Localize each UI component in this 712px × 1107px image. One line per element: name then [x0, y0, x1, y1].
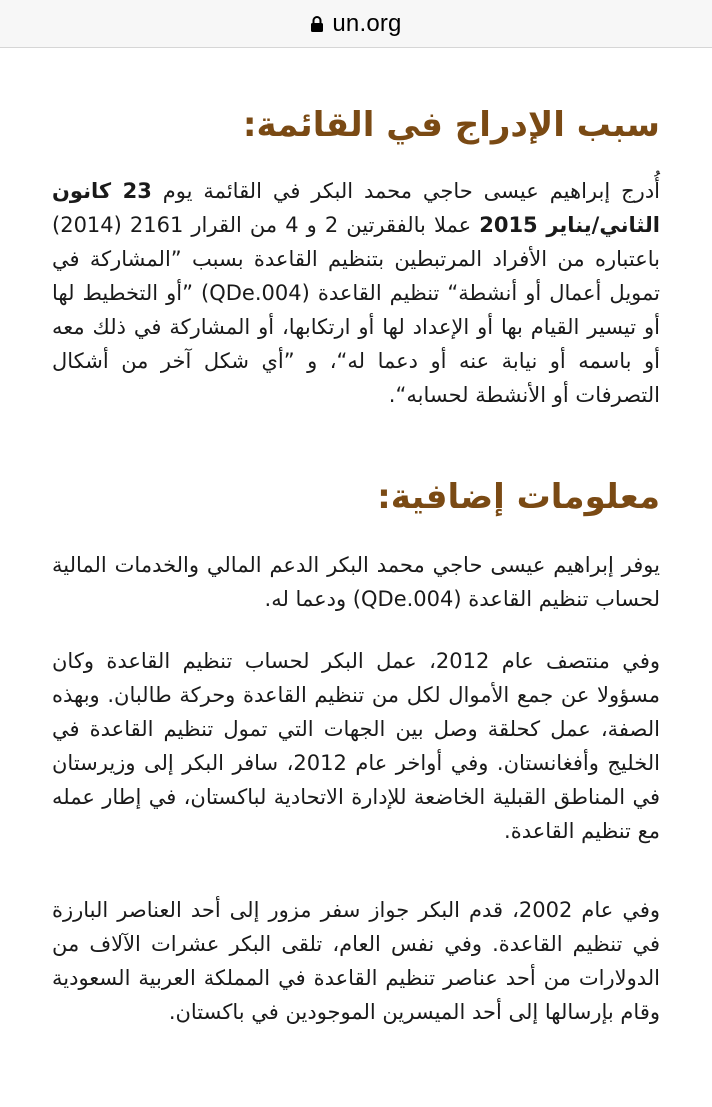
lock-icon	[310, 15, 324, 33]
reason-date: 23 كانون الثاني/يناير 2015	[52, 179, 660, 237]
heading-listing-reason: سبب الإدراج في القائمة:	[242, 105, 660, 145]
reason-text-suffix: عملا بالفقرتين 2 و 4 من القرار 2161 (2014) باعتباره من الأفراد المرتبطين بتنظيم القاعدة بسبب ”المشاركة في تمويل أعمال أو أنشطة“ تنظيم القاعدة (QDe.004) ”أو التخطيط لها أو تيسير القيام بها أو الإعداد لها أو ارتكابها، أو المشاركة في ذلك معه أو باسمه أو نيابة عنه أو دعما له“، و ”أي شكل آخر من أشكال التصرفات أو الأنشطة لحسابه“.	[52, 213, 660, 407]
info-paragraph: وفي عام 2002، قدم البكر جواز سفر مزور إلى أحد العناصر البارزة في تنظيم القاعدة. وفي نفس العام، تلقى البكر عشرات الآلاف من الدولارات من أحد عناصر تنظيم القاعدة في المملكة العربية السعودية وقام بإرسالها إلى أحد الميسرين الموجودين في باكستان.	[52, 898, 661, 1024]
page-content	[0, 48, 712, 1107]
info-paragraph: وفي منتصف عام 2012، عمل البكر لحساب تنظيم القاعدة وكان مسؤولا عن جمع الأموال لكل من تنظيم القاعدة وحركة طالبان. وبهذه الصفة، عمل كحلقة وصل بين الجهات التي تمول تنظيم القاعدة في الخليج وأفغانستان. وفي أواخر عام 2012، سافر البكر إلى وزيرستان في المناطق القبلية الخاضعة للإدارة الاتحادية لباكستان، في إطار عمله مع تنظيم القاعدة.	[52, 649, 660, 843]
info-paragraph: يوفر إبراهيم عيسى حاجي محمد البكر الدعم المالي والخدمات المالية لحساب تنظيم القاعدة (QDe.004) ودعما له.	[52, 553, 660, 611]
address-inner	[310, 10, 401, 38]
reason-text-prefix: أُدرج إبراهيم عيسى حاجي محمد البكر في القائمة يوم	[151, 179, 660, 203]
heading-additional-info: معلومات إضافية:	[377, 477, 660, 517]
address-bar[interactable]	[0, 0, 712, 48]
url-domain: un.org	[332, 9, 402, 37]
reason-paragraph	[52, 174, 660, 412]
